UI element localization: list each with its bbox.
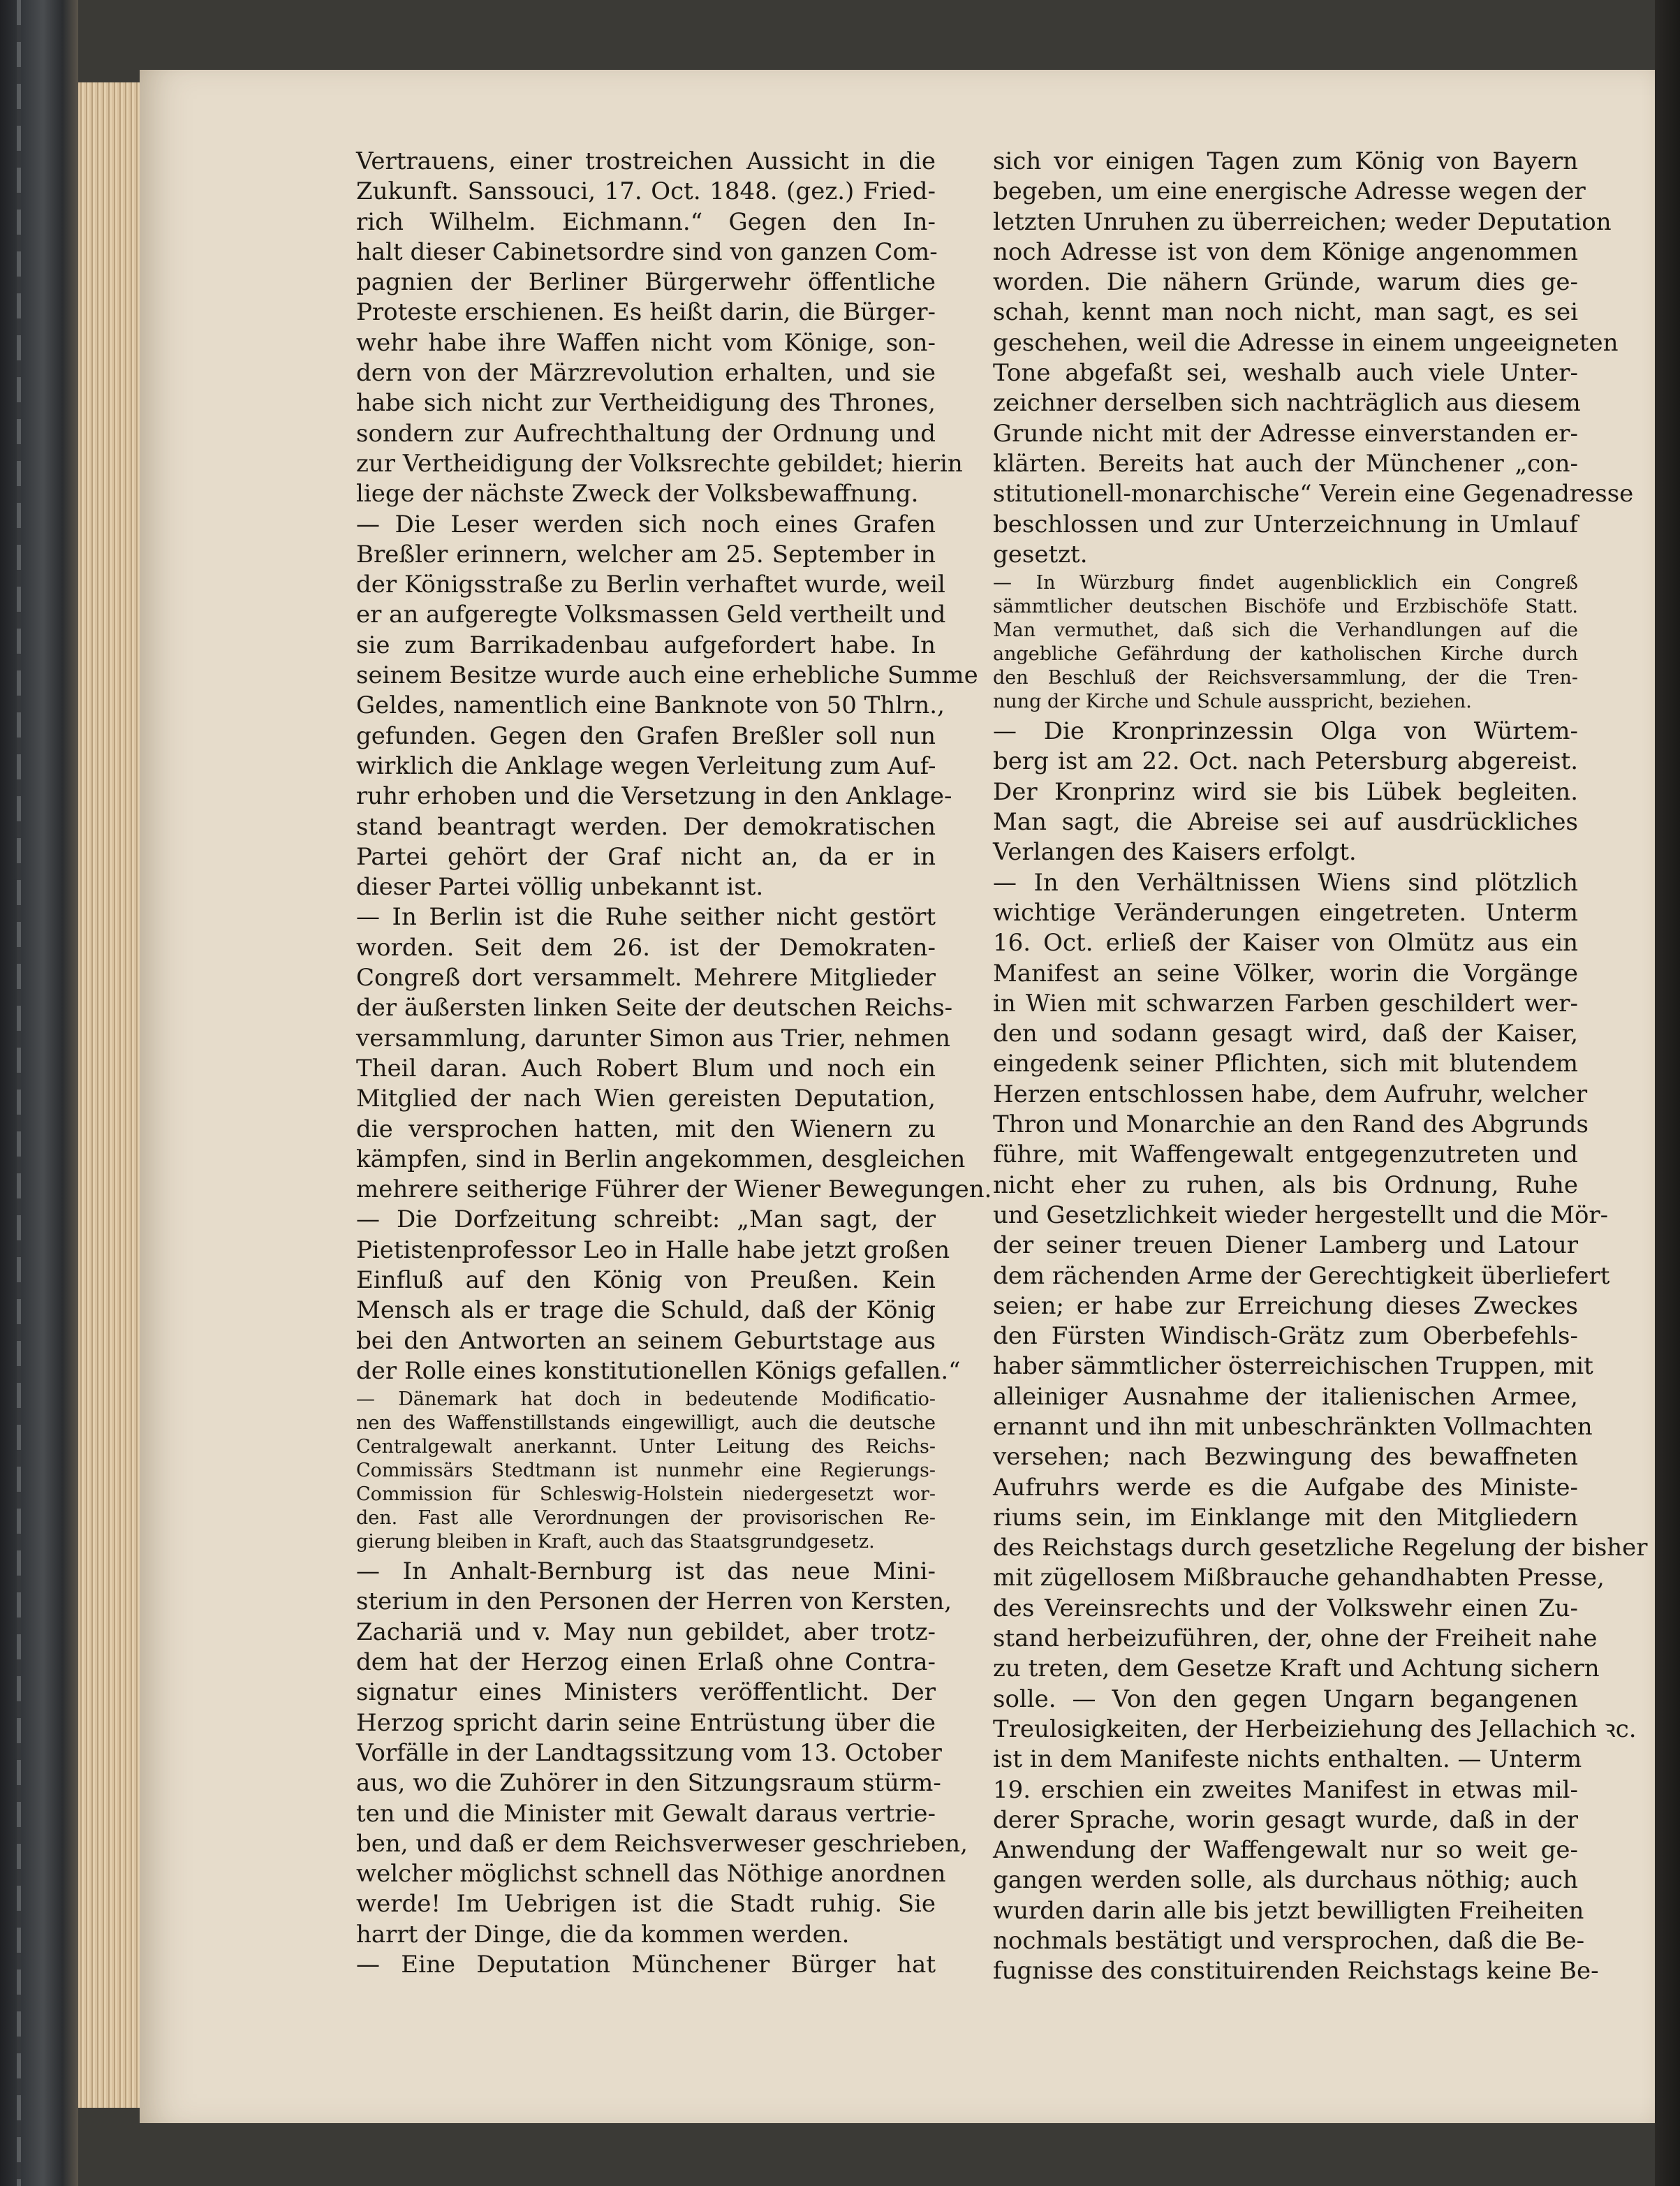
left-column <box>356 147 992 1980</box>
text-line: dem rächenden Arme der Gerechtigkeit überliefert <box>993 1261 1610 1290</box>
text-line: nicht eher zu ruhen, als bis Ordnung, Ruhe <box>993 1171 1578 1199</box>
text-line: klärten. Bereits hat auch der Münchener „con- <box>993 449 1578 478</box>
text-line: welcher möglichst schnell das Nöthige anordnen <box>356 1860 946 1888</box>
text-line: gangen werden solle, als durchaus nöthig; auch <box>993 1866 1578 1895</box>
text-line: seien; er habe zur Erreichung dieses Zweckes <box>993 1291 1578 1320</box>
text-line: seinem Besitze wurde auch eine erhebliche Summe <box>356 661 978 690</box>
text-line: Theil daran. Auch Robert Blum und noch ein <box>356 1054 936 1083</box>
paragraph <box>356 510 978 903</box>
text-line: eingedenk seiner Pflichten, sich mit blutendem <box>993 1050 1578 1078</box>
text-line: Commissärs Stedtmann ist nunmehr eine Regierungs- <box>356 1460 936 1482</box>
text-line: Einfluß auf den König von Preußen. Kein <box>356 1266 936 1294</box>
text-line: solle. — Von den gegen Ungarn begangenen <box>993 1685 1578 1713</box>
text-line: nung der Kirche und Schule ausspricht, beziehen. <box>993 691 1472 713</box>
text-line: Der Kronprinz wird sie bis Lübek begleiten. <box>993 777 1578 806</box>
text-line: Congreß dort versammelt. Mehrere Mitglieder <box>356 964 936 992</box>
text-line: zeichner derselben sich nachträglich aus diesem <box>993 389 1581 418</box>
facing-page-edge <box>1655 0 1680 2186</box>
spine-binding-texture <box>17 0 21 2186</box>
text-line: sterium in den Personen der Herren von Kersten, <box>356 1587 952 1616</box>
text-line: letzten Unruhen zu überreichen; weder Deputation <box>993 207 1612 236</box>
text-line: Mensch als er trage die Schuld, daß der König <box>356 1296 936 1325</box>
text-line: angebliche Gefährdung der katholischen Kirche durch <box>993 643 1578 666</box>
text-line: — Die Dorfzeitung schreibt: „Man sagt, der <box>356 1205 936 1234</box>
text-line: ben, und daß er dem Reichsverweser geschrieben, <box>356 1829 968 1858</box>
text-line: ten und die Minister mit Gewalt daraus vertrie- <box>356 1799 936 1828</box>
text-line: stand beantragt werden. Der demokratischen <box>356 812 936 841</box>
text-line: fugnisse des constituirenden Reichstags keine Be- <box>993 1957 1599 1986</box>
text-line: 19. erschien ein zweites Manifest in etwas mil- <box>993 1775 1578 1804</box>
text-line: signatur eines Ministers veröffentlicht. Der <box>356 1678 936 1707</box>
text-line: wichtige Veränderungen eingetreten. Unterm <box>993 898 1578 927</box>
text-line: den. Fast alle Verordnungen der provisorischen Re- <box>356 1507 936 1530</box>
book-spine <box>0 0 78 2186</box>
text-line: — Dänemark hat doch in bedeutende Modificatio- <box>356 1388 936 1411</box>
text-line: stand herbeizuführen, der, ohne der Freiheit nahe <box>993 1624 1598 1653</box>
text-line: der Rolle eines konstitutionellen Königs gefallen.“ <box>356 1356 961 1385</box>
paragraph <box>356 147 963 510</box>
text-line: worden. Die nähern Gründe, warum dies ge- <box>993 268 1578 297</box>
paragraph <box>356 1205 961 1386</box>
text-line: und Gesetzlichkeit wieder hergestellt und die Mör- <box>993 1201 1609 1229</box>
text-line: riums sein, im Einklange mit den Mitgliedern <box>993 1503 1578 1532</box>
text-line: des Vereinsrechts und der Volkswehr einen Zu- <box>993 1594 1578 1622</box>
text-line: der Königsstraße zu Berlin verhaftet wurde, weil <box>356 571 945 599</box>
text-line: Centralgewalt anerkannt. Unter Leitung des Reichs- <box>356 1436 936 1458</box>
text-line: — In Berlin ist die Ruhe seither nicht gestört <box>356 903 936 932</box>
text-line: sämmtlicher deutschen Bischöfe und Erzbischöfe Statt. <box>993 596 1578 618</box>
text-line: bei den Antworten an seinem Geburtstage aus <box>356 1326 936 1355</box>
text-line: — In Anhalt-Bernburg ist das neue Mini- <box>356 1557 936 1586</box>
text-line: Verlangen des Kaisers erfolgt. <box>993 838 1357 867</box>
small-print-paragraph <box>356 1388 936 1554</box>
text-line: wirklich die Anklage wegen Verleitung zum Auf- <box>356 751 936 780</box>
text-line: harrt der Dinge, die da kommen werden. <box>356 1920 850 1949</box>
text-line: — Eine Deputation Münchener Bürger hat <box>356 1951 936 1979</box>
text-line: Herzog spricht darin seine Entrüstung über die <box>356 1708 936 1737</box>
text-line: derer Sprache, worin gesagt wurde, daß in der <box>993 1805 1578 1834</box>
right-column <box>993 147 1648 1987</box>
text-line: kämpfen, sind in Berlin angekommen, desgleichen <box>356 1145 966 1173</box>
paragraph <box>993 868 1648 1987</box>
text-line: beschlossen und zur Unterzeichnung in Umlauf <box>993 510 1578 538</box>
text-line: geschehen, weil die Adresse in einem ungeeigneten <box>993 328 1619 357</box>
text-line: Zachariä und v. May nun gebildet, aber trotz- <box>356 1618 936 1646</box>
text-line: worden. Seit dem 26. ist der Demokraten- <box>356 933 936 962</box>
text-line: zur Vertheidigung der Volksrechte gebildet; hierin <box>356 449 963 478</box>
text-line: den und sodann gesagt wird, daß der Kaiser, <box>993 1020 1578 1048</box>
text-line: sich vor einigen Tagen zum König von Bayern <box>993 147 1578 175</box>
text-line: führe, mit Waffengewalt entgegenzutreten und <box>993 1140 1578 1169</box>
text-line: noch Adresse ist von dem Könige angenommen <box>993 237 1578 266</box>
text-line: schah, kennt man noch nicht, man sagt, es sei <box>993 298 1578 327</box>
text-line: er an aufgeregte Volksmassen Geld vertheilt und <box>356 601 946 629</box>
text-line: zu treten, dem Gesetze Kraft und Achtung sichern <box>993 1655 1600 1683</box>
text-line: dern von der Märzrevolution erhalten, und sie <box>356 359 936 388</box>
text-line: Grunde nicht mit der Adresse einverstanden er- <box>993 419 1578 448</box>
page-edges <box>78 82 145 2108</box>
text-line: versehen; nach Bezwingung des bewaffneten <box>993 1443 1578 1472</box>
text-line: die versprochen hatten, mit den Wienern zu <box>356 1115 936 1143</box>
text-line: 16. Oct. erließ der Kaiser von Olmütz aus ein <box>993 929 1578 958</box>
text-line: der äußersten linken Seite der deutschen Reichs- <box>356 994 953 1022</box>
text-line: — Die Kronprinzessin Olga von Würtem- <box>993 717 1578 746</box>
text-line: ist in dem Manifeste nichts enthalten. — Unterm <box>993 1745 1582 1774</box>
text-line: — In den Verhältnissen Wiens sind plötzlich <box>993 868 1578 897</box>
text-line: werde! Im Uebrigen ist die Stadt ruhig. Sie <box>356 1890 936 1919</box>
text-line: habe sich nicht zur Vertheidigung des Thrones, <box>356 389 936 418</box>
text-line: wurden darin alle bis jetzt bewilligten Freiheiten <box>993 1896 1584 1925</box>
text-line: Zukunft. Sanssouci, 17. Oct. 1848. (gez.) Fried- <box>356 177 936 206</box>
text-line: — In Würzburg findet augenblicklich ein Congreß <box>993 572 1578 594</box>
text-line: der seiner treuen Diener Lamberg und Latour <box>993 1231 1578 1260</box>
text-line: stitutionell-monarchische“ Verein eine Gegenadresse <box>993 480 1634 508</box>
text-line: ernannt und ihn mit unbeschränkten Vollmachten <box>993 1412 1593 1441</box>
text-line: dem hat der Herzog einen Erlaß ohne Contra- <box>356 1648 936 1677</box>
text-line: Proteste erschienen. Es heißt darin, die Bürger- <box>356 298 936 327</box>
text-line: wehr habe ihre Waffen nicht vom Könige, son- <box>356 328 936 357</box>
text-line: Man vermuthet, daß sich die Verhandlungen auf die <box>993 619 1578 642</box>
text-line: — Die Leser werden sich noch eines Grafen <box>356 510 936 538</box>
text-line: Herzen entschlossen habe, dem Aufruhr, welcher <box>993 1080 1588 1108</box>
text-line: mehrere seitherige Führer der Wiener Bewegungen. <box>356 1175 992 1204</box>
text-line: den Fürsten Windisch-Grätz zum Oberbefehls- <box>993 1322 1578 1351</box>
text-line: haber sämmtlicher österreichischen Truppen, mit <box>993 1352 1593 1381</box>
text-line: gierung bleiben in Kraft, auch das Staatsgrundgesetz. <box>356 1531 875 1553</box>
text-line: Thron und Monarchie an den Rand des Abgrunds <box>993 1110 1589 1139</box>
text-line: des Reichstags durch gesetzliche Regelung der bisher <box>993 1534 1648 1562</box>
text-line: nochmals bestätigt und versprochen, daß die Be- <box>993 1927 1585 1956</box>
text-line: Partei gehört der Graf nicht an, da er in <box>356 842 936 871</box>
text-line: liege der nächste Zweck der Volksbewaffnung. <box>356 480 919 508</box>
text-line: pagnien der Berliner Bürgerwehr öffentliche <box>356 268 936 297</box>
text-line: Tone abgefaßt sei, weshalb auch viele Unter- <box>993 359 1578 388</box>
text-line: gesetzt. <box>993 540 1088 568</box>
text-line: Manifest an seine Völker, worin die Vorgänge <box>993 959 1578 988</box>
text-line: dieser Partei völlig unbekannt ist. <box>356 873 764 902</box>
text-line: berg ist am 22. Oct. nach Petersburg abgereist. <box>993 747 1578 776</box>
text-line: mit zügellosem Mißbrauche gehandhabten Presse, <box>993 1564 1605 1592</box>
text-line: Man sagt, die Abreise sei auf ausdrückliches <box>993 808 1578 837</box>
text-line: Pietistenprofessor Leo in Halle habe jetzt großen <box>356 1235 950 1264</box>
text-line: alleiniger Ausnahme der italienischen Armee, <box>993 1382 1578 1411</box>
text-line: Mitglied der nach Wien gereisten Deputation, <box>356 1085 936 1113</box>
text-line: aus, wo die Zuhörer in den Sitzungsraum stürm- <box>356 1769 941 1798</box>
text-line: Breßler erinnern, welcher am 25. September in <box>356 540 936 568</box>
text-line: Aufruhrs werde es die Aufgabe des Ministe- <box>993 1473 1578 1502</box>
text-line: ruhr erhoben und die Versetzung in den Anklage- <box>356 782 952 811</box>
text-line: rich Wilhelm. Eichmann.“ Gegen den In- <box>356 207 936 236</box>
text-line: sie zum Barrikadenbau aufgefordert habe. In <box>356 631 936 659</box>
paragraph <box>356 1557 968 1950</box>
text-line: Vertrauens, einer trostreichen Aussicht in die <box>356 147 936 175</box>
text-line: nen des Waffenstillstands eingewilligt, auch die deutsche <box>356 1412 936 1435</box>
text-line: Treulosigkeiten, der Herbeiziehung des Jellachich ꝛc. <box>993 1715 1637 1743</box>
paragraph <box>356 902 992 1205</box>
small-print-paragraph <box>993 571 1578 714</box>
text-line: begeben, um eine energische Adresse wegen der <box>993 177 1586 206</box>
text-line: Anwendung der Waffengewalt nur so weit ge- <box>993 1836 1578 1865</box>
paragraph <box>993 717 1578 867</box>
text-line: versammlung, darunter Simon aus Trier, nehmen <box>356 1024 950 1052</box>
text-line: halt dieser Cabinetsordre sind von ganzen Com- <box>356 237 938 266</box>
text-line: den Beschluß der Reichsversammlung, der die Tren- <box>993 667 1578 689</box>
text-line: Geldes, namentlich eine Banknote von 50 Thlrn., <box>356 691 945 720</box>
text-line: sondern zur Aufrechthaltung der Ordnung und <box>356 419 936 448</box>
text-line: in Wien mit schwarzen Farben geschildert wer- <box>993 989 1578 1018</box>
text-line: Commission für Schleswig-Holstein niedergesetzt wor- <box>356 1483 936 1506</box>
text-line: Vorfälle in der Landtagssitzung vom 13. October <box>356 1738 942 1767</box>
paragraph <box>356 1950 936 1980</box>
text-line: gefunden. Gegen den Grafen Breßler soll nun <box>356 721 936 750</box>
paragraph <box>993 147 1634 570</box>
